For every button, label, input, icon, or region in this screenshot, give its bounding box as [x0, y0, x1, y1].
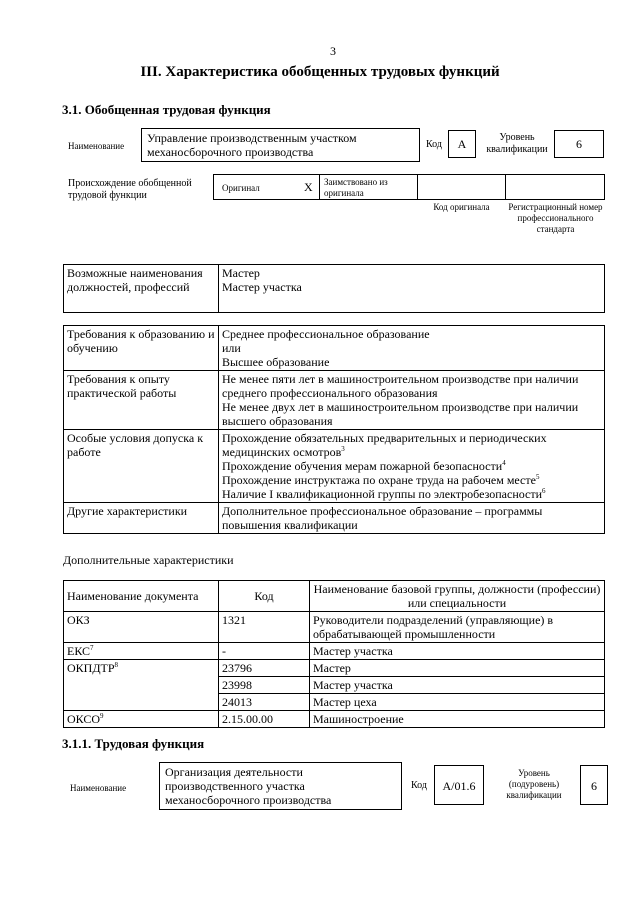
requirement-line: Не менее пяти лет в машиностроительном производстве при наличии среднего профессионального образования: [222, 372, 579, 400]
education-values: [219, 326, 605, 371]
code-cell: 2.15.00.00: [219, 711, 310, 728]
name-label: Наименование: [70, 783, 127, 793]
header-name: Наименование базовой группы, должности (профессии) или специальности: [310, 581, 605, 612]
requirement-line: Не менее двух лет в машиностроительном производстве при наличии высшего образования: [222, 400, 579, 428]
origin-divider-2: [417, 174, 418, 200]
code-field: [448, 130, 476, 158]
reg-number-label: Регистрационный номер профессионального стандарта: [508, 202, 603, 234]
level-label: Уровень квалификации: [486, 132, 548, 155]
code-cell: 1321: [219, 612, 310, 643]
table-row: [64, 711, 605, 728]
doc-cell: ОКЗ: [64, 612, 219, 643]
positions-label: Возможные наименования должностей, профессий: [64, 265, 219, 313]
code-cell: 24013: [219, 694, 310, 711]
subsection-heading: 3.1.1. Трудовая функция: [62, 736, 205, 751]
position-item: Мастер участка: [222, 280, 302, 294]
footnote-mark: 7: [90, 644, 94, 652]
code-field: [434, 765, 484, 805]
header-doc: Наименование документа: [64, 581, 219, 612]
experience-label: Требования к опыту практической работы: [64, 371, 219, 430]
origin-divider-1: [319, 174, 320, 200]
name-cell: Машиностроение: [310, 711, 605, 728]
level-label: Уровень (подуровень) квалификации: [506, 768, 562, 800]
original-label: Оригинал: [222, 183, 260, 193]
origin-divider-3: [505, 174, 506, 200]
footnote-mark: 3: [341, 445, 345, 453]
table-row: [64, 660, 605, 677]
requirement-line: Высшее образование: [222, 355, 330, 369]
requirement-line: Наличие I квалификационной группы по электробезопасности$^6$: [222, 487, 546, 501]
section-heading: 3.1. Обобщенная трудовая функция: [62, 102, 271, 117]
name-label: Наименование: [68, 141, 125, 151]
positions-values: [219, 265, 605, 313]
code-value: А/01.6: [442, 779, 476, 793]
header-code: Код: [219, 581, 310, 612]
requirement-line: Прохождение обучения мерам пожарной безопасности$^4$: [222, 459, 506, 473]
requirement-line: Среднее профессиональное образование: [222, 327, 430, 341]
code-label: Код: [426, 139, 442, 150]
name-cell: Руководители подразделений (управляющие) в обрабатывающей промышленности: [310, 612, 605, 643]
name-cell: Мастер цеха: [310, 694, 605, 711]
footnote-mark: 5: [535, 473, 540, 481]
footnote-mark: 8: [114, 661, 119, 669]
position-item: Мастер: [222, 266, 260, 280]
page-number: 3: [330, 44, 336, 58]
requirement-line: Дополнительное профессиональное образование – программы повышения квалификации: [222, 504, 543, 532]
footnote-mark: 9: [100, 712, 104, 720]
special-conditions-label: Особые условия допуска к работе: [64, 430, 219, 503]
requirement-line: Прохождение обязательных предварительных и периодических медицинских осмотров$^3$: [222, 431, 547, 459]
name-cell: Мастер: [310, 660, 605, 677]
level-field: [554, 130, 604, 158]
function-name-value: Управление производственным участком механосборочного производства: [147, 131, 357, 159]
positions-table: [63, 264, 605, 313]
level-value: 6: [591, 779, 597, 793]
function-name-field: [141, 128, 420, 162]
labor-function-name-field: [159, 762, 402, 810]
origin-label: Происхождение обобщенной трудовой функции: [68, 178, 192, 201]
page-title: III. Характеристика обобщенных трудовых функций: [140, 64, 500, 80]
code-value: А: [457, 137, 467, 151]
requirement-line: или: [222, 341, 241, 355]
additional-heading: Дополнительные характеристики: [63, 553, 234, 567]
name-cell: Мастер участка: [310, 677, 605, 694]
requirements-table: [63, 325, 605, 534]
code-cell: 23998: [219, 677, 310, 694]
education-label: Требования к образованию и обучению: [64, 326, 219, 371]
table-row: [64, 612, 605, 643]
borrowed-label: Заимствовано из оригинала: [324, 177, 388, 198]
original-mark: X: [304, 180, 313, 194]
table-row: [64, 643, 605, 660]
level-value: 6: [576, 137, 582, 151]
doc-cell: ОКПДТР$^8$: [64, 660, 219, 711]
additional-table: [63, 580, 605, 728]
code-cell: 23796: [219, 660, 310, 677]
level-field: [580, 765, 608, 805]
name-cell: Мастер участка: [310, 643, 605, 660]
labor-function-name-value: Организация деятельности производственного участка механосборочного производства: [165, 765, 332, 807]
footnote-mark: 6: [542, 487, 546, 495]
doc-cell: ОКСО$^9$: [64, 711, 219, 728]
footnote-mark: 4: [502, 459, 506, 467]
other-values: [219, 503, 605, 534]
experience-values: [219, 371, 605, 430]
code-label: Код: [411, 780, 427, 791]
doc-cell: ЕКС$^7$: [64, 643, 219, 660]
code-cell: -: [219, 643, 310, 660]
requirement-line: Прохождение инструктажа по охране труда на рабочем месте$^5$: [222, 473, 540, 487]
other-label: Другие характеристики: [64, 503, 219, 534]
special-conditions-values: [219, 430, 605, 503]
code-original-label: Код оригинала: [433, 202, 490, 212]
